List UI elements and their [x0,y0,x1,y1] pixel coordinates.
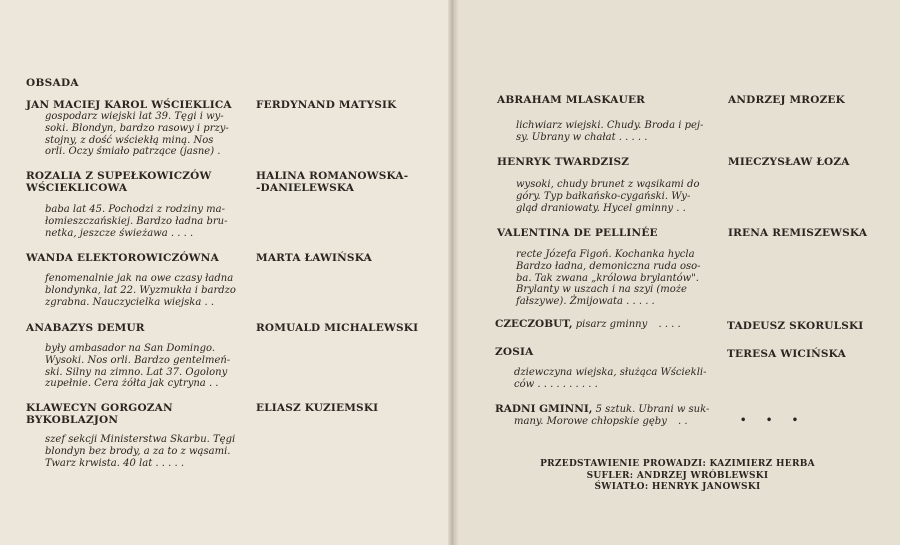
left-desc-line: szef sekcji Ministerstwa Skarbu. Tęgi [45,434,236,445]
right-actor: MIECZYSŁAW ŁOZA [728,156,850,168]
left-desc-line: netka, jeszcze świeżawa . . . . [45,227,194,239]
right-desc-line: ba. Tak zwana „królowa brylantów". [516,272,699,284]
left-desc-line: fenomenalnie jak na owe czasy ładna [45,273,234,284]
left-desc-line: blondyn bez brody, a za to z wąsami. [45,445,231,457]
right-role: ABRAHAM MLASKAUER [497,94,646,106]
radni-entry [495,404,709,416]
left-desc-line: baba lat 45. Pochodzi z rodziny ma- [45,204,226,215]
right-desc-line: wysoki, chudy brunet z wąsikami do [516,179,700,190]
left-actor: HALINA ROMANOWSKA- -DANIELEWSKA [256,170,409,194]
right-desc-line: recte Józefa Figoń. Kochanka hycla [516,249,695,260]
left-desc-line: stojny, z dość wściekłą miną. Nos [45,134,214,146]
credit-line: ŚWIATŁO: HENRYK JANOWSKI [594,482,761,493]
right-desc [516,120,703,144]
left-actor: FERDYNAND MATYSIK [256,99,397,111]
right-desc-line: Brylanty w uszach i na szyi (może [516,284,687,296]
radni-dots: . . [678,416,688,427]
right-desc-line: Bardzo ładna, demoniczna ruda oso- [516,260,701,272]
left-role: WANDA ELEKTOROWICZÓWNA [26,252,219,264]
radni-actor-dots: • • • [740,415,807,426]
left-role: KLAWECYN GORGOZAN BYKOBLAZJON [26,402,173,426]
radni-entry-line2 [514,416,688,428]
left-desc-line: ski. Silny na zimno. Lat 37. Ogolony [45,366,228,378]
left-actor: ELIASZ KUZIEMSKI [256,402,379,414]
radni-role: RADNI GMINNI, [495,403,593,415]
right-actor: IRENA REMISZEWSKA [728,227,868,239]
left-desc-line: orli. Oczy śmiało patrzące (jasne) . [45,146,221,158]
zosia-role: ZOSIA [495,346,534,358]
credit-line: SUFLER: ANDRZEJ WRÓBLEWSKI [586,470,769,481]
right-desc [516,249,701,308]
czeczobut-role: CZECZOBUT, [495,318,573,330]
left-desc-line: zgrabna. Nauczycielka wiejska . . [45,296,215,308]
left-desc-line: Wysoki. Nos orli. Bardzo gentelmeń- [45,354,231,366]
left-role: ANABAZYS DEMUR [26,322,145,334]
right-desc-line: gląd draniowaty. Hycel gminny . . [516,202,686,214]
radni-detail-2: many. Morowe chłopskie gęby [514,416,667,427]
left-desc [45,434,235,469]
czeczobut-dots: . . . . [658,319,681,330]
zosia-desc-line: ców . . . . . . . . . . [514,378,598,390]
czeczobut-detail: pisarz gminny [575,319,648,330]
left-desc-line: zupełnie. Cera żółta jak cytryna . . [45,378,219,390]
cast-heading: OBSADA [26,77,79,89]
czeczobut-entry [495,319,681,331]
left-desc [45,111,229,158]
right-actor: ANDRZEJ MROZEK [728,94,845,106]
right-desc-line: lichwiarz wiejski. Chudy. Broda i pej- [516,120,704,131]
left-desc-line: Twarz krwista. 40 lat . . . . . [45,457,184,469]
left-desc-line: łomieszczańskiej. Bardzo ładna bru- [45,215,228,227]
left-desc-line: były ambasador na San Domingo. [45,343,215,354]
left-desc [45,273,236,308]
czeczobut-actor: TADEUSZ SKORULSKI [727,320,864,332]
left-role: ROZALIA Z SUPEŁKOWICZÓW WŚCIEKLICOWA [26,170,212,194]
zosia-desc [514,367,706,391]
left-desc [45,204,227,239]
zosia-desc-line: dziewczyna wiejska, służąca Wściekli- [514,367,707,378]
right-desc-line: sy. Ubrany w chałat . . . . . [516,131,648,143]
credits [455,459,900,494]
left-desc [45,343,230,390]
right-desc [516,179,699,214]
left-actor: MARTA ŁAWIŃSKA [256,252,372,264]
left-desc-line: gospodarz wiejski lat 39. Tęgi i wy- [45,111,224,122]
radni-detail: 5 sztuk. Ubrani w suk- [595,404,710,415]
zosia-actor: TERESA WICIŃSKA [727,348,846,360]
right-desc-line: góry. Typ bałkańsko-cygański. Wy- [516,190,691,202]
right-desc-line: fałszywe). Żmijowata . . . . . [516,296,655,308]
left-desc-line: blondynka, lat 22. Wyzmukła i bardzo [45,284,236,296]
left-role: JAN MACIEJ KAROL WŚCIEKLICA [26,99,232,111]
right-role: HENRYK TWARDZISZ [497,156,630,168]
credit-line: PRZEDSTAWIENIE PROWADZI: KAZIMIERZ HERBA [540,459,815,469]
right-role: VALENTINA DE PELLINÉE [497,227,658,239]
left-desc-line: soki. Blondyn, bardzo rasowy i przy- [45,122,229,134]
left-actor: ROMUALD MICHALEWSKI [256,322,419,334]
